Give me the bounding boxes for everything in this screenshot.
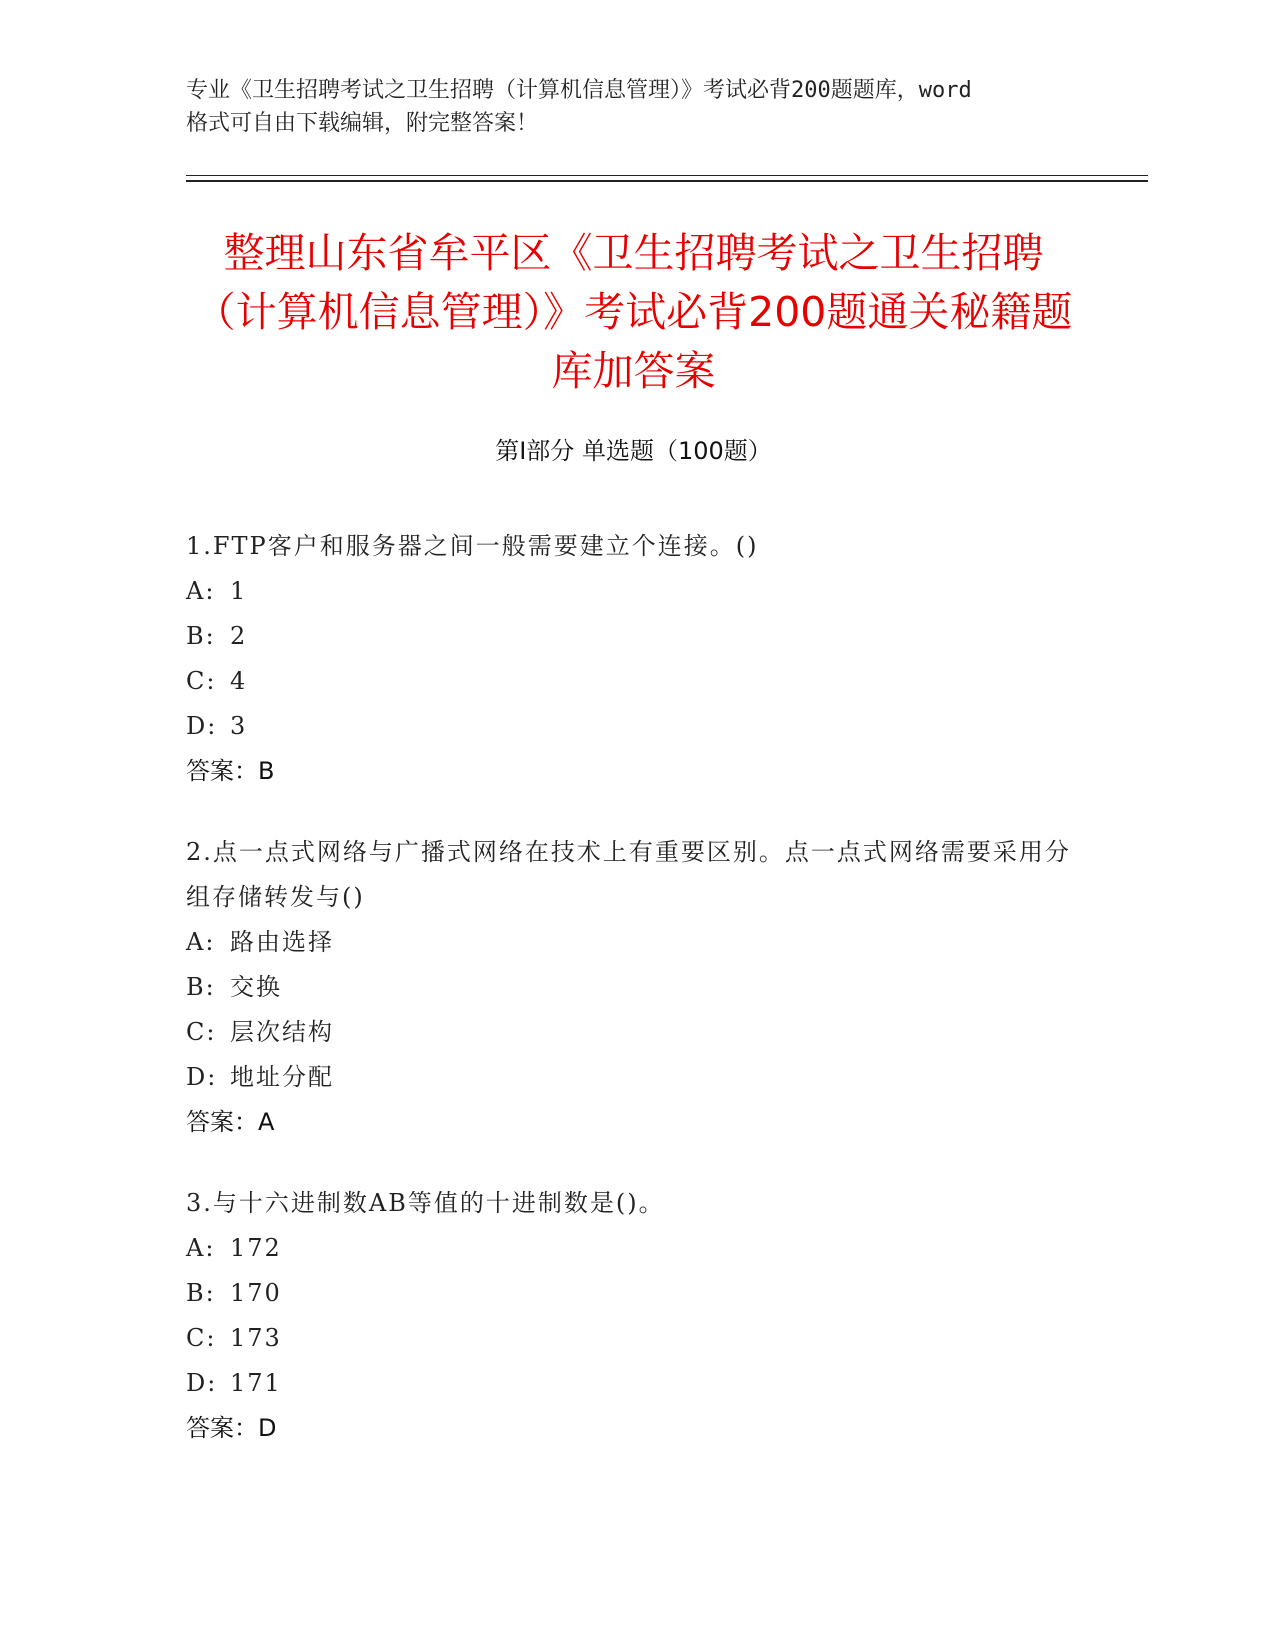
header-note-line-1: 专业《卫生招聘考试之卫生招聘（计算机信息管理）》考试必背200题题库，word	[186, 78, 972, 103]
answer: 答案：A	[186, 1108, 275, 1136]
question-list	[186, 524, 1086, 1487]
option-text: 地址分配	[230, 1063, 334, 1091]
answer: 答案：B	[186, 757, 275, 785]
section-title: 第Ⅰ部分 单选题（100题）	[495, 437, 772, 465]
option-d	[186, 1361, 1086, 1406]
option-c	[186, 659, 1086, 704]
question-stem: 3.与十六进制数AB等值的十进制数是()。	[186, 1189, 665, 1217]
option-d	[186, 1055, 1086, 1100]
option-letter: B:	[186, 973, 216, 1001]
document-title: 整理山东省牟平区《卫生招聘考试之卫生招聘（计算机信息管理）》考试必背200题通关秘籍题库加答案	[194, 229, 1073, 395]
question-1	[186, 524, 1086, 794]
option-letter: D:	[186, 712, 218, 740]
option-text: 路由选择	[230, 928, 334, 956]
header-note-line-2: 格式可自由下载编辑，附完整答案！	[186, 111, 539, 136]
header-divider-thick	[186, 180, 1148, 182]
option-letter: C:	[186, 667, 217, 695]
option-a	[186, 920, 1086, 965]
option-text: 171	[230, 1369, 282, 1397]
option-a	[186, 569, 1086, 614]
option-text: 172	[230, 1234, 282, 1262]
option-c	[186, 1316, 1086, 1361]
option-text: 1	[230, 577, 248, 605]
option-d	[186, 704, 1086, 749]
answer: 答案：D	[186, 1414, 277, 1442]
option-letter: B:	[186, 622, 216, 650]
question-stem: 2.点一点式网络与广播式网络在技术上有重要区别。点一点式网络需要采用分组存储转发与()	[186, 838, 1071, 911]
option-b	[186, 614, 1086, 659]
option-letter: D:	[186, 1369, 218, 1397]
option-letter: B:	[186, 1279, 216, 1307]
option-text: 3	[230, 712, 248, 740]
option-text: 170	[230, 1279, 282, 1307]
question-2	[186, 830, 1086, 1145]
question-3	[186, 1181, 1086, 1451]
option-letter: A:	[186, 577, 216, 605]
header-divider-thin	[186, 175, 1148, 176]
option-b	[186, 1271, 1086, 1316]
option-letter: A:	[186, 928, 216, 956]
option-text: 交换	[230, 973, 282, 1001]
option-text: 层次结构	[230, 1018, 334, 1046]
option-a	[186, 1226, 1086, 1271]
option-letter: C:	[186, 1324, 217, 1352]
option-letter: D:	[186, 1063, 218, 1091]
option-text: 2	[230, 622, 248, 650]
option-text: 4	[230, 667, 248, 695]
option-letter: A:	[186, 1234, 216, 1262]
header-note	[186, 74, 1086, 140]
option-b	[186, 965, 1086, 1010]
option-c	[186, 1010, 1086, 1055]
question-stem: 1.FTP客户和服务器之间一般需要建立个连接。()	[186, 532, 759, 560]
option-letter: C:	[186, 1018, 217, 1046]
option-text: 173	[230, 1324, 282, 1352]
